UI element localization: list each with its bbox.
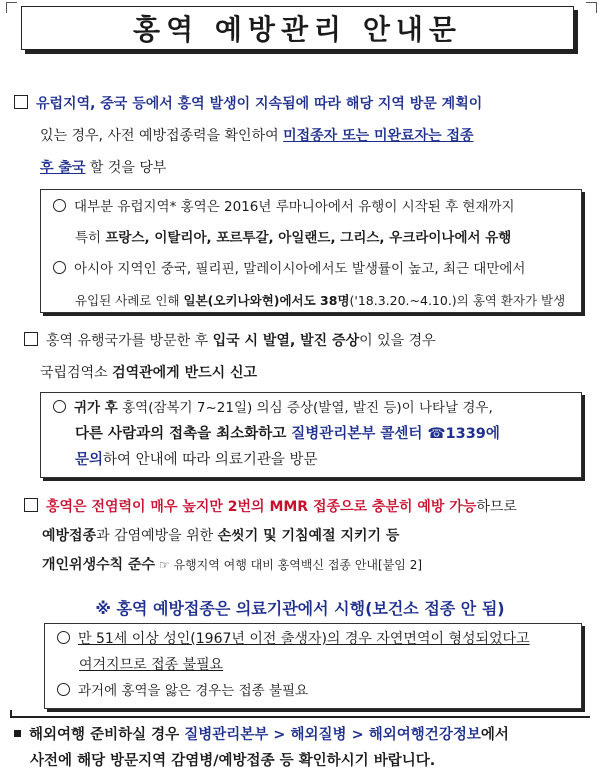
page-title: 홍역 예방관리 안내문 [133, 13, 462, 46]
box-1-line-3: 아시아 지역인 중국, 필리핀, 말레이시아에서도 발생률이 높고, 최근 대만에서 [74, 261, 526, 277]
footer-divider [10, 716, 590, 718]
box-1-line-4c: ('18.3.20.~4.10.)의 홍역 환자가 발생 [349, 293, 566, 308]
section-2-line-2a: 국립검역소 [40, 365, 113, 381]
section-1-line-1: 유럽지역, 중국 등에서 홍역 발생이 지속됨에 따라 해당 지역 방문 계획이 [36, 96, 483, 112]
box-2-line-3a: 문의 [75, 452, 104, 468]
box-2-line-1a: 귀가 후 [74, 400, 118, 416]
section-3 [24, 493, 594, 580]
vaccination-note: ※ 홍역 예방접종은 의료기관에서 시행(보건소 접종 안 됨) [95, 599, 505, 618]
box-1-line-4b: 일본(오키나와현)에서도 38명 [183, 293, 350, 308]
section-3-line-1b: 하므로 [476, 499, 517, 515]
bullet-circle-icon [53, 199, 66, 212]
footer-line-1c: 에서 [480, 727, 509, 743]
info-box-after-return [40, 392, 582, 478]
section-1-line-2a: 있는 경우, 사전 예방접종력을 확인하여 [40, 128, 284, 144]
section-3-line-2a: 예방접종 [42, 528, 97, 544]
bullet-circle-icon [57, 631, 70, 644]
box-2-line-2b: 질병관리본부 콜센터 ☎1339에 [291, 426, 500, 442]
bullet-circle-icon [53, 261, 66, 274]
section-2 [24, 325, 594, 389]
section-3-line-3b: ☞ 유행지역 여행 대비 홍역백신 접종 안내[붙임 2] [155, 558, 423, 572]
checkbox-icon [14, 95, 28, 109]
footer-notice [14, 722, 594, 774]
section-2-line-1a: 홍역 유행국가를 방문한 후 [46, 333, 213, 349]
section-3-line-1a: 홍역은 전염력이 매우 높지만 2번의 MMR 접종으로 충분히 예방 가능 [46, 499, 477, 515]
box-1-line-2a: 특히 [75, 230, 106, 246]
footer-line-1b: 질병관리본부 > 해외질병 > 해외여행건강정보 [184, 727, 481, 743]
box-2-line-1b: 홍역(잠복기 7~21일) 의심 증상(발열, 발진 등)이 나타날 경우, [117, 400, 493, 416]
box-1-line-2b: 프랑스, 이탈리아, 포르투갈, 아일랜드, 그리스, 우크라이나에서 유행 [105, 230, 512, 246]
box-1-line-1: 대부분 유럽지역* 홍역은 2016년 루마니아에서 유행이 시작된 후 현재까지 [74, 199, 515, 215]
box-2-line-2a: 다른 사람과의 접촉을 최소화하고 [75, 426, 292, 442]
section-3-line-2c: 손씻기 및 기침예절 지키기 등 [217, 528, 400, 544]
bullet-circle-icon [53, 400, 66, 413]
section-1 [14, 88, 594, 184]
bullet-circle-icon [57, 683, 70, 696]
section-2-line-1b: 입국 시 발열, 발진 증상 [212, 333, 360, 349]
section-1-line-2b: 미접종자 또는 미완료자는 접종 [283, 128, 474, 144]
info-box-europe-asia [40, 189, 582, 313]
section-3-line-2b: 과 감염예방을 위한 [96, 528, 218, 544]
box-1-line-4a: 유입된 사례로 인해 [75, 293, 184, 308]
box-3-line-2: 여겨지므로 접종 불필요 [79, 657, 224, 673]
page-corner-mark-right [586, 2, 597, 13]
checkbox-icon [24, 332, 38, 346]
page-corner-mark-left [6, 2, 17, 13]
info-box-exemptions [44, 623, 582, 709]
box-3-line-1: 만 51세 이상 성인(1967년 이전 출생자)의 경우 자연면역이 형성되었다고 [78, 631, 530, 647]
section-1-line-3b: 할 것을 당부 [85, 160, 167, 176]
square-bullet-icon [14, 730, 21, 737]
section-2-line-2b: 검역관에게 반드시 신고 [112, 365, 258, 381]
checkbox-icon [24, 498, 38, 512]
box-3-line-3: 과거에 홍역을 앓은 경우는 접종 불필요 [78, 683, 309, 699]
section-2-line-1c: 이 있을 경우 [359, 333, 436, 349]
box-2-line-3b: 하여 안내에 따라 의료기관을 방문 [103, 452, 318, 468]
section-3-line-3a: 개인위생수칙 준수 [42, 557, 156, 573]
footer-line-2: 사전에 해당 방문지역 감염병/예방접종 등 확인하시기 바랍니다. [30, 753, 436, 769]
section-1-line-3a: 후 출국 [40, 160, 86, 176]
footer-line-1a: 해외여행 준비하실 경우 [29, 727, 185, 743]
title-box [21, 6, 574, 50]
